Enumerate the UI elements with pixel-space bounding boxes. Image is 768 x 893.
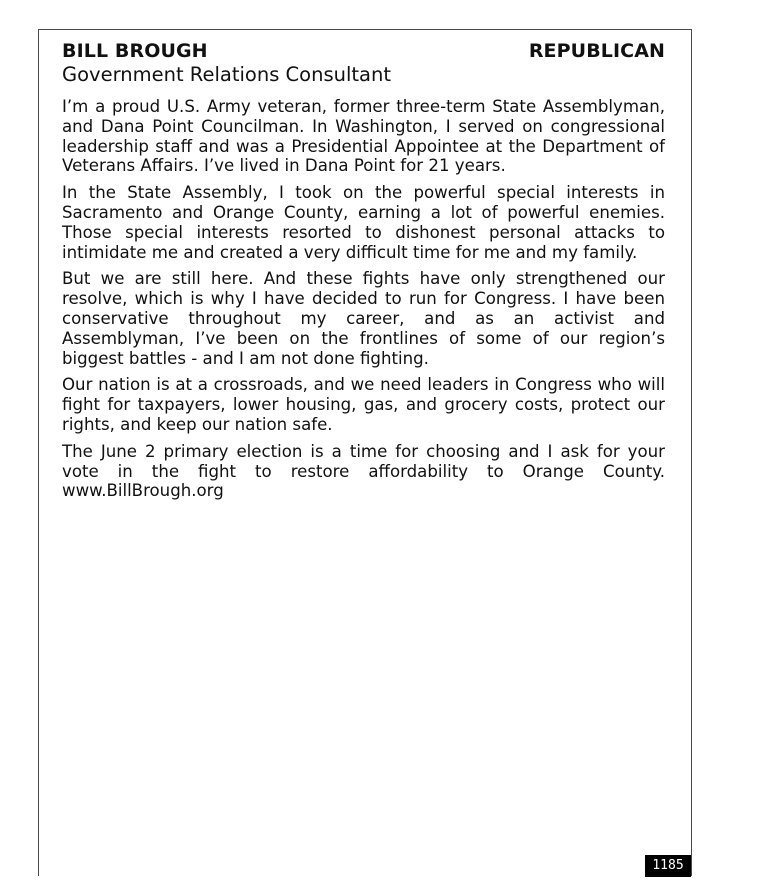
- candidate-name: BILL BROUGH: [62, 40, 208, 62]
- statement-paragraph-1: I’m a proud U.S. Army veteran, former three-term State Assemblyman, and Dana Point Councilman. In Washington, I served on congressional leadership staff and was a Presidential Appointee at the Department of Veterans Affairs. I’ve lived in Dana Point for 21 years.: [62, 97, 665, 176]
- candidate-statement-box: [38, 29, 692, 876]
- candidate-header: [62, 39, 665, 63]
- statement-content: [62, 39, 665, 508]
- candidate-party: REPUBLICAN: [528, 40, 665, 62]
- statement-paragraph-3: But we are still here. And these fights have only strengthened our resolve, which is why I have decided to run for Congress. I have been conservative throughout my career, and as an activist and Assemblyman, I’ve been on the frontlines of some of our region’s biggest battles - and I am not done fighting.: [62, 269, 665, 368]
- statement-paragraph-2: In the State Assembly, I took on the powerful special interests in Sacramento and Orange County, earning a lot of powerful enemies. Those special interests resorted to dishonest personal attacks to intimidate me and created a very difficult time for me and my family.: [62, 183, 665, 262]
- candidate-occupation: Government Relations Consultant: [62, 63, 391, 86]
- page-number-badge: 1185: [645, 855, 691, 877]
- statement-paragraph-5: The June 2 primary election is a time for choosing and I ask for your vote in the fight to restore affordability to Orange County. www.BillBrough.org: [62, 441, 665, 501]
- statement-paragraph-4: Our nation is at a crossroads, and we need leaders in Congress who will fight for taxpayers, lower housing, gas, and grocery costs, protect our rights, and keep our nation safe.: [62, 375, 665, 434]
